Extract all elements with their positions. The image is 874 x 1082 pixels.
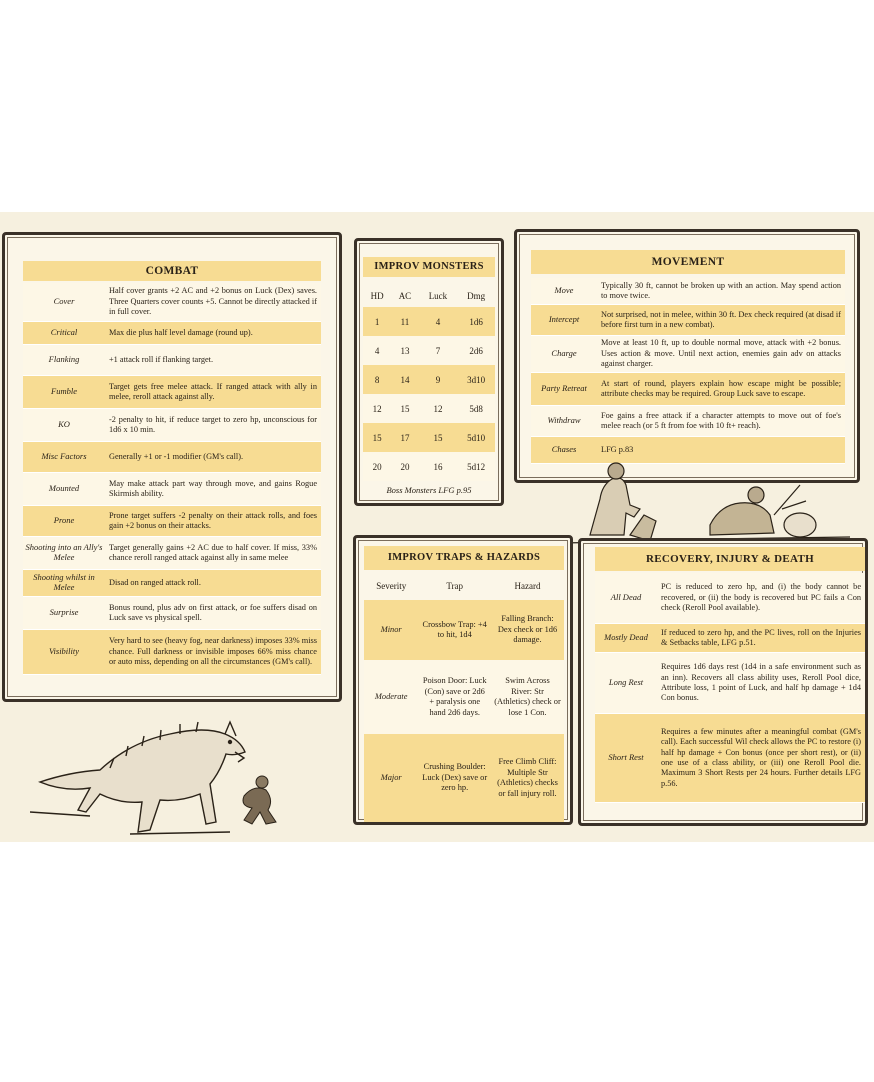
- column-header: Hazard: [514, 581, 541, 592]
- row-label: Intercept: [531, 305, 597, 335]
- row-text: Bonus round, plus adv on first attack, or foe suffers disad on Luck save vs physical spell.: [105, 597, 321, 629]
- row-text: Typically 30 ft, cannot be broken up with an action. May spend action to move twice.: [597, 278, 845, 304]
- row-label: Fumble: [23, 376, 105, 408]
- monsters-panel: [354, 238, 504, 506]
- row-label: Misc Factors: [23, 442, 105, 472]
- row-text: Very hard to see (heavy fog, near darkness) imposes 33% miss chance. Full darkness or invisible imposes 66% miss chance or auto miss, depending on all the circumstances (GM's call).: [105, 630, 321, 674]
- table-cell: 15: [400, 403, 410, 414]
- table-cell: Poison Door: Luck (Con) save or 2d6 + paralysis one hand 2d6 days.: [422, 676, 487, 717]
- table-row: [595, 573, 865, 624]
- traps-panel: [353, 535, 573, 825]
- combat-panel: [2, 232, 342, 702]
- row-label: Long Rest: [595, 653, 657, 713]
- row-text: At start of round, players explain how escape might be possible; attribute checks may be required. Group Luck save to escape.: [597, 373, 845, 405]
- row-text: Disad on ranged attack roll.: [105, 570, 321, 596]
- row-text: Foe gains a free attack if a character attempts to move out of foe's melee reach (or 5 ft from foe with 10 ft+ reach).: [597, 406, 845, 436]
- table-row: [531, 373, 845, 406]
- row-text: May make attack part way through move, and gains Rogue Skirmish ability.: [105, 473, 321, 505]
- table-row: [23, 442, 321, 473]
- table-row: [23, 570, 321, 597]
- movement-title: MOVEMENT: [531, 250, 845, 274]
- table-row: [364, 734, 564, 822]
- table-row: [23, 345, 321, 376]
- row-label: Visibility: [23, 630, 105, 674]
- recovery-table: [595, 573, 865, 803]
- combat-title: COMBAT: [23, 261, 321, 281]
- column-header: Luck: [428, 291, 448, 301]
- row-label: Mounted: [23, 473, 105, 505]
- row-text: Requires 1d6 days rest (1d4 in a safe environment such as an inn). Recovers all class ability uses, Reroll Pool dice, Attribute loss, 1 point of Luck, and half hp damage + 1d4 Con bonus.: [657, 653, 865, 713]
- table-cell: 16: [433, 461, 443, 472]
- row-text: +1 attack roll if flanking target.: [105, 345, 321, 375]
- table-cell: 8: [374, 374, 380, 385]
- table-cell: Moderate: [374, 691, 408, 701]
- table-row: [23, 537, 321, 570]
- table-cell: Crossbow Trap: +4 to hit, 1d4: [422, 619, 487, 639]
- table-cell: 20: [372, 461, 382, 472]
- table-row: [363, 307, 495, 336]
- row-label: KO: [23, 409, 105, 441]
- recovery-title: RECOVERY, INJURY & DEATH: [595, 547, 865, 571]
- table-cell: 14: [400, 374, 410, 385]
- wolf-illustration: [30, 712, 320, 836]
- row-label: Flanking: [23, 345, 105, 375]
- row-label: Short Rest: [595, 714, 657, 802]
- row-text: Target generally gains +2 AC due to half cover. If miss, 33% chance reroll ranged attack against ally in same melee: [105, 537, 321, 569]
- table-row: [23, 506, 321, 537]
- table-cell: Free Climb Cliff: Multiple Str (Athletics) checks or fall injury roll.: [497, 757, 558, 798]
- table-cell: 17: [400, 432, 410, 443]
- row-text: Move at least 10 ft, up to double normal move, attack with +2 bonus. Uses action & move. Until next action, enemies gain adv on attacks against charger.: [597, 336, 845, 372]
- row-label: Surprise: [23, 597, 105, 629]
- table-cell: 9: [435, 374, 441, 385]
- table-cell: 12: [372, 403, 382, 414]
- row-label: All Dead: [595, 573, 657, 623]
- table-row: [595, 653, 865, 714]
- column-header: AC: [398, 291, 412, 301]
- row-label: Charge: [531, 336, 597, 372]
- table-row: [363, 365, 495, 394]
- row-text: Half cover grants +2 AC and +2 bonus on Luck (Dex) saves. Three Quarters cover counts +5. Cannot be directly attacked if in full cover.: [105, 283, 321, 321]
- table-cell: 7: [435, 345, 441, 356]
- table-cell: Swim Across River: Str (Athletics) check or lose 1 Con.: [494, 676, 561, 717]
- row-label: Shooting into an Ally's Melee: [23, 537, 105, 569]
- table-row: [531, 278, 845, 305]
- table-cell: 13: [400, 345, 410, 356]
- monsters-footer: Boss Monsters LFG p.95: [386, 485, 472, 495]
- table-cell: Major: [380, 772, 402, 782]
- table-cell: 1: [374, 316, 380, 327]
- row-text: Generally +1 or -1 modifier (GM's call).: [105, 442, 321, 472]
- movement-panel: [514, 229, 860, 483]
- recovery-panel: [578, 538, 868, 826]
- table-cell: 5d10: [467, 432, 486, 443]
- table-row: [531, 406, 845, 437]
- table-row: [23, 376, 321, 409]
- table-row: [23, 322, 321, 345]
- table-cell: 20: [400, 461, 410, 472]
- table-row: [23, 597, 321, 630]
- row-text: Not surprised, not in melee, within 30 ft. Dex check required (at disad if before first turn in a new combat).: [597, 305, 845, 335]
- table-row: [595, 624, 865, 653]
- table-row: [595, 714, 865, 803]
- table-row: [363, 423, 495, 452]
- row-label: Mostly Dead: [595, 624, 657, 652]
- column-header: HD: [370, 291, 384, 301]
- row-label: Move: [531, 278, 597, 304]
- column-header: Dmg: [467, 291, 486, 301]
- traps-title: IMPROV TRAPS & HAZARDS: [364, 546, 564, 570]
- table-row: [23, 409, 321, 442]
- table-row: [363, 394, 495, 423]
- table-row: [531, 305, 845, 336]
- table-row: [23, 283, 321, 322]
- row-label: Shooting whilst in Melee: [23, 570, 105, 596]
- combat-table: [23, 283, 321, 675]
- row-text: If reduced to zero hp, and the PC lives, roll on the Injuries & Setbacks table, LFG p.51.: [657, 624, 865, 652]
- table-cell: 15: [433, 432, 443, 443]
- adventurers-illustration: [560, 455, 860, 545]
- table-row: [531, 336, 845, 373]
- monsters-table: [363, 285, 495, 481]
- row-label: Prone: [23, 506, 105, 536]
- row-label: Party Retreat: [531, 373, 597, 405]
- table-cell: 4: [435, 316, 441, 327]
- row-label: Withdraw: [531, 406, 597, 436]
- table-row: [363, 452, 495, 481]
- row-text: Max die plus half level damage (round up).: [105, 322, 321, 344]
- table-cell: 3d10: [467, 374, 486, 385]
- table-cell: 1d6: [469, 316, 483, 327]
- table-cell: Falling Branch: Dex check or 1d6 damage.: [497, 614, 558, 645]
- column-header: Severity: [376, 581, 407, 592]
- movement-table: [531, 278, 845, 464]
- row-text: Prone target suffers -2 penalty on their attack rolls, and foes gain +2 bonus on their attacks.: [105, 506, 321, 536]
- row-text: -2 penalty to hit, if reduce target to zero hp, unconscious for 1d6 x 10 min.: [105, 409, 321, 441]
- table-cell: 4: [374, 345, 380, 356]
- table-row: [364, 600, 564, 660]
- row-text: Target gets free melee attack. If ranged attack with ally in melee, reroll attack against ally.: [105, 376, 321, 408]
- table-cell: 12: [433, 403, 443, 414]
- column-header: Trap: [446, 581, 464, 592]
- row-text: Requires a few minutes after a meaningful combat (GM's call). Each successful Wil check allows the PC to restore (i) half hp damage + Con bonus (once per short rest), or (ii) one use of a class ability, or (iii) one Reroll Pool die. Maximum 3 Short Rests per 24 hours. Further details LFG p.56.: [657, 714, 865, 802]
- row-label: Cover: [23, 283, 105, 321]
- table-cell: 5d12: [467, 461, 486, 472]
- row-label: Chases: [531, 437, 597, 463]
- row-label: Critical: [23, 322, 105, 344]
- monsters-title: IMPROV MONSTERS: [363, 257, 495, 277]
- table-row: [23, 630, 321, 675]
- table-row: [23, 473, 321, 506]
- table-cell: 5d8: [469, 403, 483, 414]
- table-cell: Crushing Boulder: Luck (Dex) save or zero hp.: [422, 762, 488, 793]
- table-cell: 15: [372, 432, 382, 443]
- traps-table: [364, 574, 564, 822]
- table-cell: Minor: [380, 624, 402, 634]
- table-cell: 11: [400, 316, 410, 327]
- row-text: PC is reduced to zero hp, and (i) the body cannot be recovered, or (ii) the body is recovered but PC fails a Con check (Reroll Pool available).: [657, 573, 865, 623]
- table-row: [364, 660, 564, 734]
- row-text: LFG p.83: [597, 437, 845, 463]
- table-row: [363, 336, 495, 365]
- table-cell: 2d6: [469, 345, 483, 356]
